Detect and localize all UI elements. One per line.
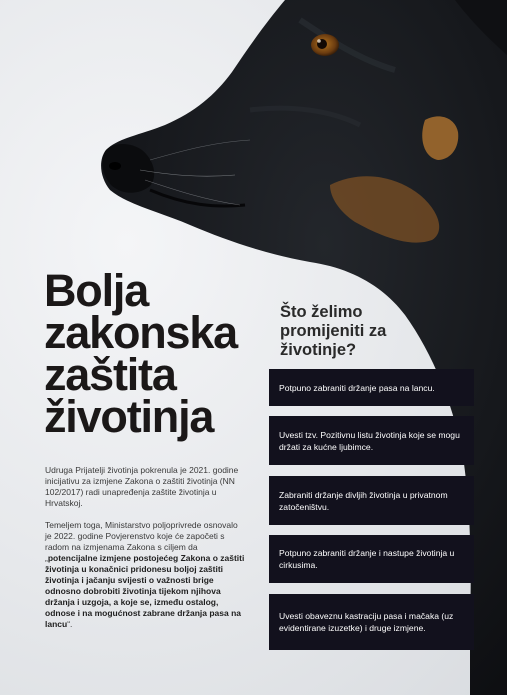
goal-text: Uvesti obaveznu kastraciju pasa i mačaka (uz evidentirane izuzetke) i druge izmjene. [279,611,454,633]
goals-heading: Što želimo promijeniti za životinje? [280,303,387,359]
goal-text: Potpuno zabraniti držanje i nastupe životinja u cirkusima. [279,548,455,570]
intro-text [45,465,245,641]
goal-box-1 [269,369,474,406]
title-line: zakonska [44,307,238,358]
title-line: zaštita [44,349,176,400]
goal-text: Potpuno zabraniti držanje pasa na lancu. [279,382,435,393]
title-line: Bolja [44,265,149,316]
goal-box-5 [269,594,474,650]
intro-paragraph-2-start: Temeljem toga, Ministarstvo poljoprivrede osnovalo je 2022. godine Povjerenstvo koje će započeti s radom na izmjenama Zakona s ciljem da „ [45,520,238,563]
intro-paragraph-2 [45,520,245,630]
goal-box-4 [269,535,474,583]
goal-box-3 [269,476,474,525]
goal-text: Zabraniti držanje divljih životinja u privatnom zatočeništvu. [279,489,448,512]
goal-box-2 [269,416,474,465]
title-line: životinja [44,391,214,442]
goal-text: Uvesti tzv. Pozitivnu listu životinja koje se mogu držati za kućne ljubimce. [279,429,460,452]
page-title [44,265,284,442]
intro-paragraph-2-bold: potencijalne izmjene postojećeg Zakona o zaštiti životinja u konačnici pridonesu boljoj zaštiti životinja i jačanju svijesti o važnosti brige odnosno dobrobiti životinja tijekom njihova držanja i uzgoja, a koje se, između ostalog, odnose i na mogućnost zabrane držanja pasa na lancu [45,553,245,629]
intro-paragraph-2-end: “. [67,619,73,629]
intro-paragraph-1: Udruga Prijatelji životinja pokrenula je 2021. godine inicijativu za izmjene Zakona o zaštiti životinja (NN 102/2017) radi unapređenja zaštite životinja u Hrvatskoj. [45,465,239,508]
